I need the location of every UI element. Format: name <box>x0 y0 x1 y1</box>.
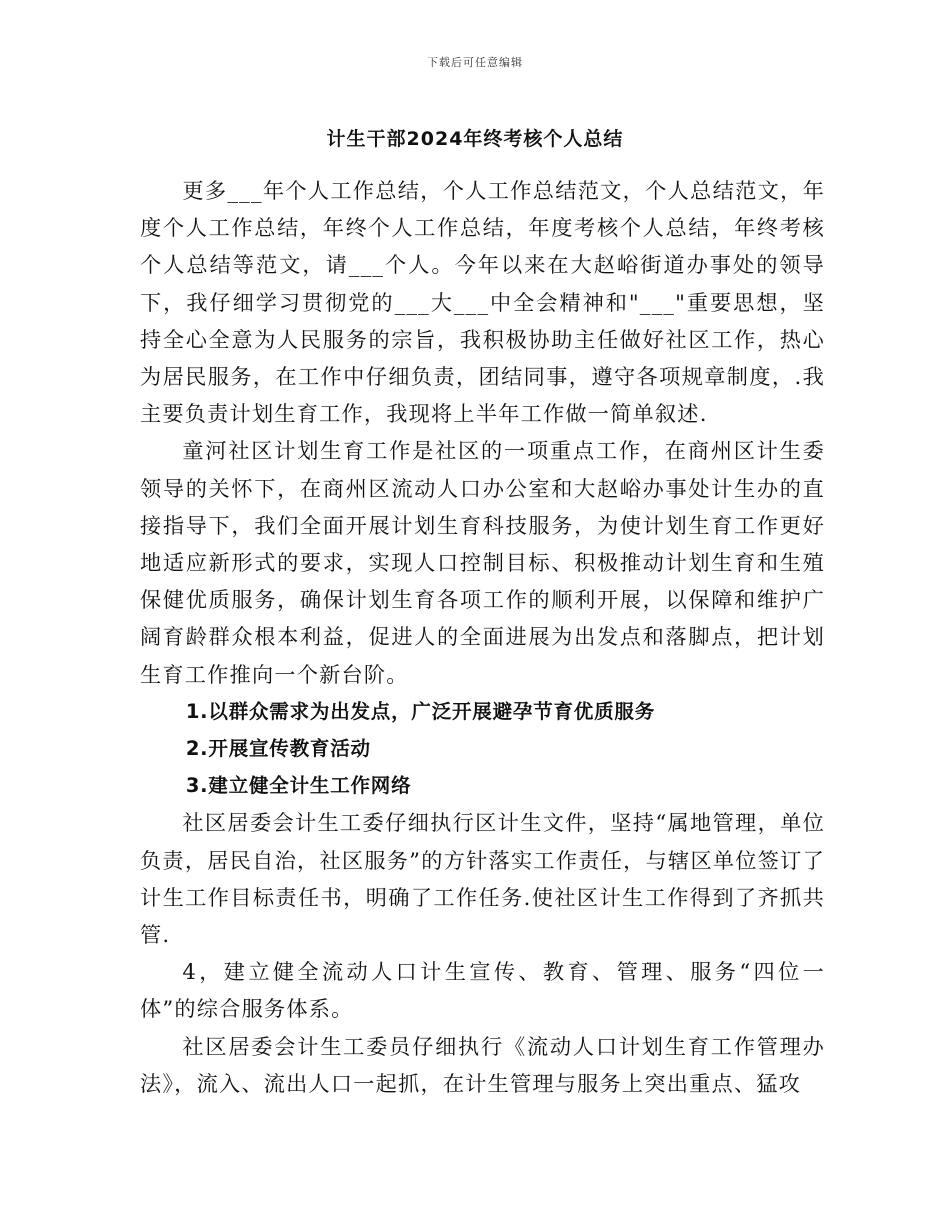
section-heading-1: 1.以群众需求为出发点，广泛开展避孕节育优质服务 <box>185 699 655 723</box>
paragraph-intro: 更多___年个人工作总结，个人工作总结范文，个人总结范文，年度个人工作总结，年终个人工作总结，年度考核个人总结，年终考核个人总结等范文，请___个人。今年以来在大赵峪街道办事处的领导下，我仔细学习贯彻党的___大___中全会精神和"___"重要思想，坚持全心全意为人民服务的宗旨，我积极协助主任做好社区工作，热心为居民服务，在工作中仔细负责，团结同事，遵守各项规章制度，.我主要负责计划生育工作，我现将上半年工作做一简单叙述. <box>140 178 825 427</box>
section-heading-2: 2.开展宣传教育活动 <box>185 737 371 761</box>
section-heading-3: 3.建立健全计生工作网络 <box>185 774 412 798</box>
page-header-note: 下载后可任意编辑 <box>427 56 523 69</box>
document-body <box>140 172 825 1102</box>
document-title: 计生干部2024年终考核个人总结 <box>326 128 624 150</box>
paragraph-item-4: 4，建立健全流动人口计生宣传、教育、管理、服务“四位一体”的综合服务体系。 <box>140 959 825 1022</box>
paragraph-community-work: 童河社区计划生育工作是社区的一项重点工作，在商州区计生委领导的关怀下，在商州区流动人口办公室和大赵峪办事处计生办的直接指导下，我们全面开展计划生育科技服务，为使计划生育工作更好地适应新形式的要求，实现人口控制目标、积极推动计划生育和生殖保健优质服务，确保计划生育各项工作的顺利开展，以保障和维护广阔育龄群众根本利益，促进人的全面进展为出发点和落脚点，把计划生育工作推向一个新台阶。 <box>140 438 825 687</box>
paragraph-network: 社区居委会计生工委仔细执行区计生文件，坚持“属地管理，单位负责，居民自治，社区服务”的方针落实工作责任，与辖区单位签订了计生工作目标责任书，明确了工作任务.使社区计生工作得到了齐抓共管. <box>140 810 825 948</box>
paragraph-floating-population: 社区居委会计生工委员仔细执行《流动人口计划生育工作管理办法》，流入、流出人口一起抓，在计生管理与服务上突出重点、猛攻 <box>140 1033 825 1096</box>
